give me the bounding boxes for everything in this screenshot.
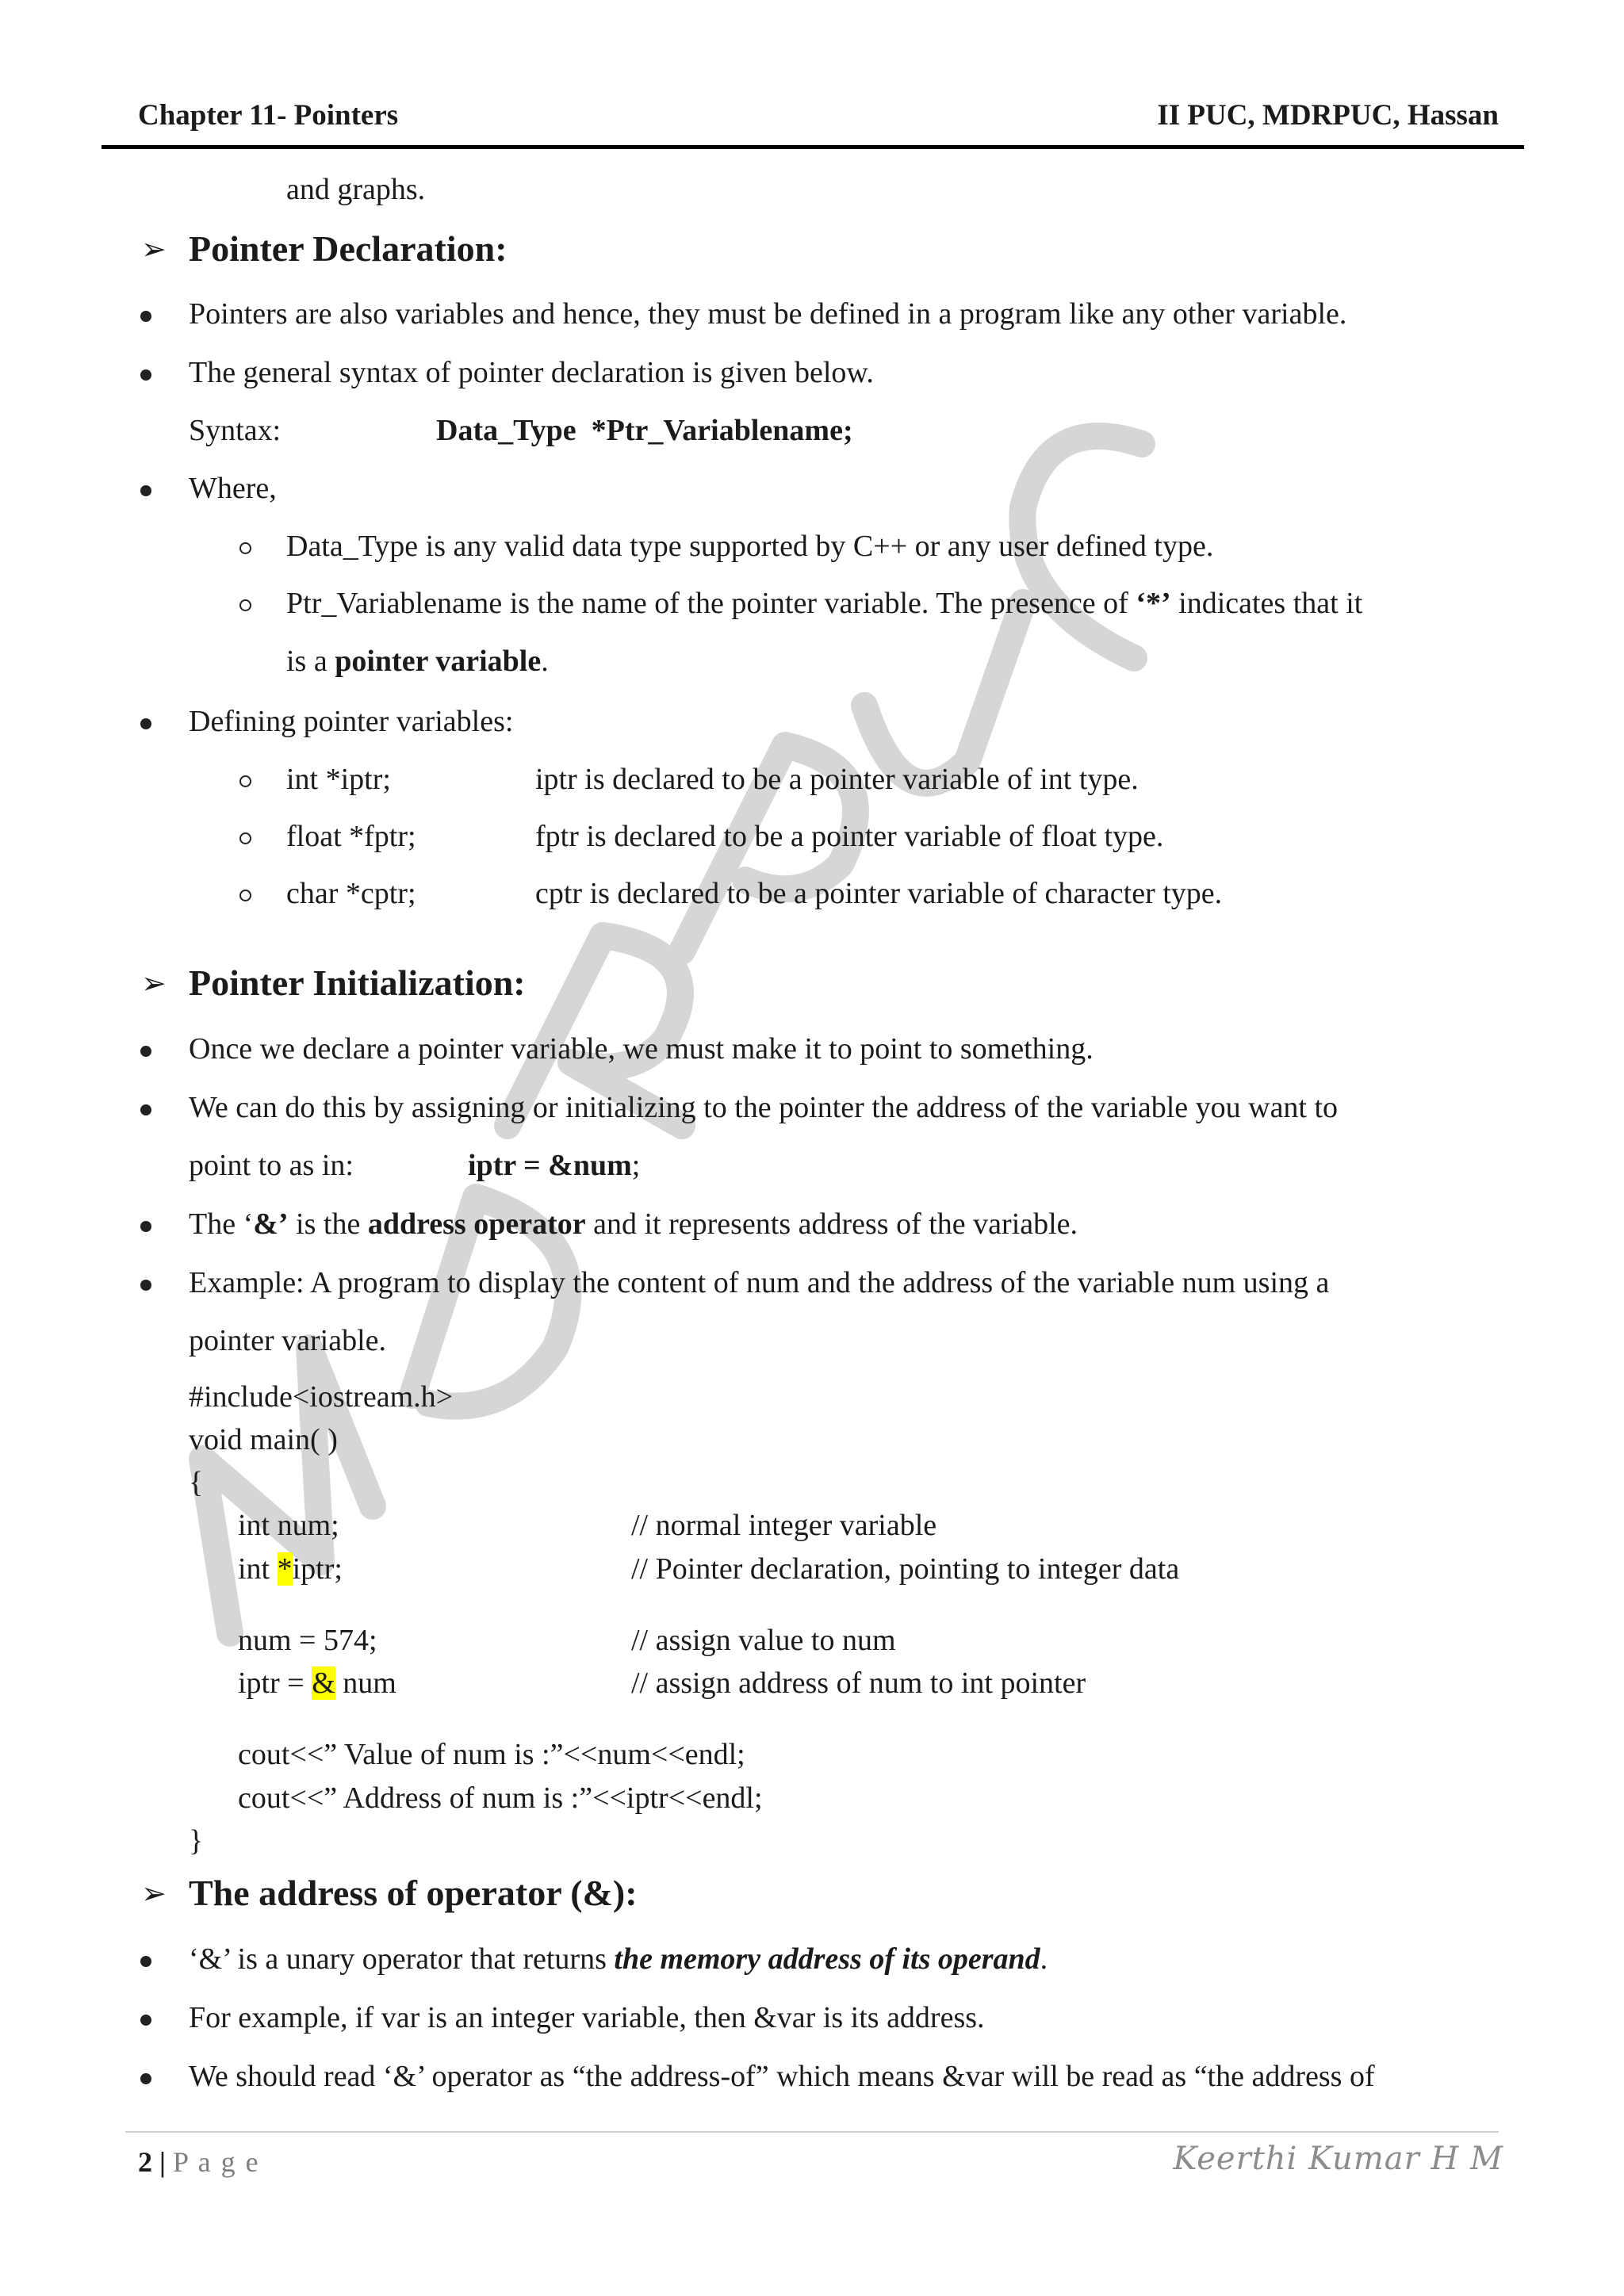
bullet-icon [140, 1280, 151, 1291]
header-institution: II PUC, MDRPUC, Hassan [1157, 99, 1499, 132]
c4-highlight: & [312, 1667, 335, 1700]
syntax-value: Data_Type *Ptr_Variablename; [436, 414, 853, 447]
header-rule [102, 145, 1524, 149]
def-desc-2: fptr is declared to be a pointer variable of float type. [535, 820, 1164, 853]
bullet-icon [140, 2073, 151, 2084]
code-comment-3: // assign value to num [631, 1624, 896, 1657]
bullet-icon [140, 1046, 151, 1057]
init-code-bold: iptr = &num [468, 1149, 632, 1182]
def-code-3: char *cptr; [286, 877, 416, 910]
bullet-icon [140, 2015, 151, 2026]
declaration-bullet-4: Defining pointer variables: [189, 705, 514, 738]
c4-a: iptr = [238, 1667, 312, 1700]
c2-a: int [238, 1552, 278, 1586]
declaration-sub-1: Data_Type is any valid data type supported by C++ or any user defined type. [286, 530, 1214, 563]
c2-highlight: * [277, 1552, 293, 1586]
c2-b: iptr; [292, 1552, 343, 1586]
footer-rule [125, 2131, 1499, 2133]
init-bullet-2-code [468, 1150, 640, 1181]
init-bullet-3 [189, 1209, 1078, 1239]
init-bullet-1: Once we declare a pointer variable, we must make it to point to something. [189, 1032, 1094, 1066]
code-close-brace: } [189, 1824, 204, 1858]
addr-bullet-2: For example, if var is an integer variable, then &var is its address. [189, 2001, 985, 2034]
sub-2-period: . [541, 645, 549, 678]
declaration-sub-2-line-2 [286, 646, 549, 676]
arrow-bullet-icon: ➢ [141, 232, 167, 266]
bullet-icon [140, 1221, 151, 1232]
bullet-icon [140, 1956, 151, 1967]
page-sep: | [152, 2146, 173, 2178]
circle-bullet-icon [239, 775, 251, 787]
page-number: 2 [138, 2146, 152, 2178]
a1-a: ‘&’ is a unary operator that returns [189, 1942, 615, 1976]
def-desc-1: iptr is declared to be a pointer variable of int type. [535, 763, 1139, 796]
addr-bullet-1 [189, 1944, 1048, 1974]
heading-pointer-initialization: Pointer Initialization: [189, 962, 526, 1003]
footer-page-label [138, 2145, 260, 2179]
code-main: void main( ) [189, 1423, 338, 1456]
page-word: P a g e [172, 2146, 260, 2178]
sub-2-prefix: is a [286, 645, 327, 678]
b3-e: and it represents address of the variable. [585, 1207, 1078, 1241]
code-line-4 [238, 1668, 396, 1698]
footer-author: Keerthi Kumar H M [1173, 2141, 1503, 2177]
sub-2-text: Ptr_Variablename is the name of the pointer variable. The presence of [286, 587, 1128, 620]
circle-bullet-icon [239, 542, 251, 554]
code-open-brace: { [189, 1466, 204, 1499]
b3-b: &’ [253, 1207, 289, 1241]
b3-c: is the [288, 1207, 368, 1241]
declaration-bullet-1: Pointers are also variables and hence, they must be defined in a program like any other variable. [189, 297, 1347, 331]
bullet-icon [140, 718, 151, 729]
intro-line: and graphs. [286, 173, 426, 206]
init-bullet-4-line-1: Example: A program to display the content of num and the address of the variable num using a [189, 1266, 1330, 1299]
sub-2-end: indicates that it [1178, 587, 1363, 620]
init-bullet-2-line-1: We can do this by assigning or initializing to the pointer the address of the variable you want to [189, 1091, 1339, 1124]
code-line-5: cout<<” Value of num is :”<<num<<endl; [238, 1738, 745, 1771]
declaration-bullet-3: Where, [189, 472, 277, 505]
arrow-bullet-icon: ➢ [141, 1876, 167, 1911]
heading-pointer-declaration: Pointer Declaration: [189, 228, 508, 269]
circle-bullet-icon [239, 599, 251, 611]
syntax-label: Syntax: [189, 414, 282, 447]
sub-2-bold: pointer variable [335, 645, 542, 678]
init-bullet-4-line-2: pointer variable. [189, 1324, 387, 1357]
code-line-1: int num; [238, 1509, 339, 1542]
init-code-semicolon: ; [631, 1149, 641, 1182]
code-comment-2: // Pointer declaration, pointing to integer data [631, 1552, 1180, 1586]
declaration-sub-2-line-1 [286, 588, 1362, 618]
def-desc-3: cptr is declared to be a pointer variable of character type. [535, 877, 1223, 910]
def-code-1: int *iptr; [286, 763, 391, 796]
heading-address-operator: The address of operator (&): [189, 1873, 638, 1913]
b3-a: The ‘ [189, 1207, 254, 1241]
a1-c: . [1040, 1942, 1048, 1976]
def-code-2: float *fptr; [286, 820, 416, 853]
addr-bullet-3: We should read ‘&’ operator as “the address-of” which means &var will be read as “the address of [189, 2060, 1375, 2093]
code-line-2 [238, 1554, 343, 1584]
code-include: #include<iostream.h> [189, 1380, 454, 1414]
code-comment-4: // assign address of num to int pointer [631, 1667, 1086, 1700]
init-bullet-2-prefix: point to as in: [189, 1149, 354, 1182]
b3-d: address operator [367, 1207, 586, 1241]
star-symbol: ‘*’ [1136, 587, 1171, 620]
circle-bullet-icon [239, 832, 251, 844]
bullet-icon [140, 1104, 151, 1115]
bullet-icon [140, 369, 151, 381]
code-line-6: cout<<” Address of num is :”<<iptr<<endl; [238, 1781, 763, 1815]
header-chapter-title: Chapter 11- Pointers [138, 99, 399, 132]
bullet-icon [140, 485, 151, 496]
a1-b: the memory address of its operand [614, 1942, 1040, 1976]
circle-bullet-icon [239, 890, 251, 901]
arrow-bullet-icon: ➢ [141, 966, 167, 1001]
bullet-icon [140, 311, 151, 322]
declaration-bullet-2: The general syntax of pointer declaration is given below. [189, 356, 874, 389]
c4-b: num [335, 1667, 396, 1700]
code-line-3: num = 574; [238, 1624, 377, 1657]
code-comment-1: // normal integer variable [631, 1509, 937, 1542]
